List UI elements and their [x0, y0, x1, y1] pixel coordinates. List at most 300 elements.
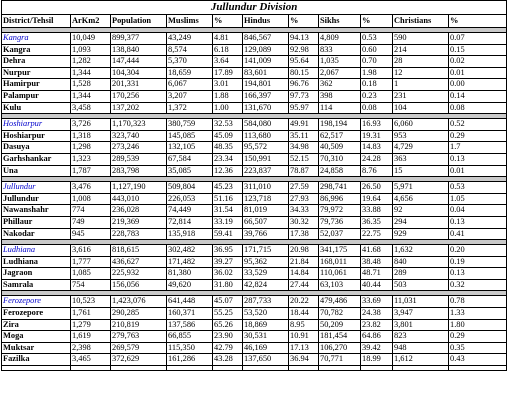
district-name-cell[interactable]: Ferozepore — [2, 296, 71, 308]
district-value-cell[interactable]: 6,060 — [393, 119, 449, 131]
column-header[interactable]: % — [449, 15, 507, 28]
empty-cell[interactable] — [2, 366, 71, 371]
data-cell[interactable]: 6.18 — [213, 44, 243, 56]
data-cell[interactable]: 39,766 — [243, 228, 289, 240]
data-cell[interactable]: 443,010 — [111, 193, 167, 205]
data-cell[interactable]: 17.38 — [289, 228, 319, 240]
data-cell[interactable]: 79,972 — [319, 205, 361, 217]
tehsil-name-cell[interactable]: Kangra — [2, 44, 71, 56]
district-value-cell[interactable]: 10,523 — [71, 296, 111, 308]
district-value-cell[interactable]: 641,448 — [167, 296, 213, 308]
district-value-cell[interactable]: 0.52 — [449, 119, 507, 131]
data-cell[interactable]: 39.42 — [361, 342, 393, 354]
district-value-cell[interactable]: 36.95 — [213, 245, 243, 257]
data-cell[interactable]: 4,729 — [393, 142, 449, 154]
data-cell[interactable]: 46,169 — [243, 342, 289, 354]
tehsil-name-cell[interactable]: Samrala — [2, 279, 71, 291]
data-cell[interactable]: 0.15 — [449, 44, 507, 56]
data-cell[interactable]: 323,740 — [111, 130, 167, 142]
data-cell[interactable]: 210,819 — [111, 319, 167, 331]
data-cell[interactable]: 0.41 — [449, 228, 507, 240]
data-cell[interactable]: 289 — [393, 268, 449, 280]
data-cell[interactable]: 754 — [71, 279, 111, 291]
data-cell[interactable]: 156,056 — [111, 279, 167, 291]
data-cell[interactable]: 66,855 — [167, 331, 213, 343]
data-cell[interactable]: 1,528 — [71, 79, 111, 91]
data-cell[interactable]: 1,008 — [71, 193, 111, 205]
data-cell[interactable]: 948 — [393, 342, 449, 354]
data-cell[interactable]: 95.64 — [289, 56, 319, 68]
data-cell[interactable]: 160,371 — [167, 308, 213, 320]
data-cell[interactable]: 6,067 — [167, 79, 213, 91]
data-cell[interactable]: 1.98 — [361, 67, 393, 79]
data-cell[interactable]: 953 — [393, 130, 449, 142]
tehsil-name-cell[interactable]: Nakodar — [2, 228, 71, 240]
data-cell[interactable]: 0.60 — [361, 44, 393, 56]
data-cell[interactable]: 1.00 — [213, 102, 243, 114]
data-cell[interactable]: 1,787 — [71, 165, 111, 177]
data-cell[interactable]: 141,009 — [243, 56, 289, 68]
district-value-cell[interactable]: 49.91 — [289, 119, 319, 131]
district-value-cell[interactable]: 590 — [393, 33, 449, 45]
data-cell[interactable]: 96.76 — [289, 79, 319, 91]
data-cell[interactable]: 95.97 — [289, 102, 319, 114]
data-cell[interactable]: 8,574 — [167, 44, 213, 56]
district-value-cell[interactable]: 27.59 — [289, 182, 319, 194]
data-cell[interactable]: 1,093 — [71, 44, 111, 56]
data-cell[interactable]: 65.26 — [213, 319, 243, 331]
tehsil-name-cell[interactable]: Moga — [2, 331, 71, 343]
district-value-cell[interactable]: 198,194 — [319, 119, 361, 131]
data-cell[interactable]: 3,947 — [393, 308, 449, 320]
data-cell[interactable]: 1,035 — [319, 56, 361, 68]
data-cell[interactable]: 83,601 — [243, 67, 289, 79]
data-cell[interactable]: 27.44 — [289, 279, 319, 291]
column-header[interactable]: % — [213, 15, 243, 28]
district-value-cell[interactable]: 846,567 — [243, 33, 289, 45]
column-header[interactable]: % — [289, 15, 319, 28]
data-cell[interactable]: 1,282 — [71, 56, 111, 68]
data-cell[interactable]: 170,256 — [111, 90, 167, 102]
data-cell[interactable]: 18.99 — [361, 354, 393, 366]
data-cell[interactable]: 79,736 — [319, 216, 361, 228]
district-value-cell[interactable]: 584,080 — [243, 119, 289, 131]
data-cell[interactable]: 8.76 — [361, 165, 393, 177]
data-cell[interactable]: 945 — [71, 228, 111, 240]
data-cell[interactable]: 36.35 — [361, 216, 393, 228]
data-cell[interactable]: 236,028 — [111, 205, 167, 217]
district-value-cell[interactable]: 3,616 — [71, 245, 111, 257]
district-value-cell[interactable]: 818,615 — [111, 245, 167, 257]
data-cell[interactable]: 39.27 — [213, 256, 243, 268]
data-cell[interactable]: 1.05 — [449, 193, 507, 205]
data-cell[interactable]: 74,449 — [167, 205, 213, 217]
district-value-cell[interactable]: 94.13 — [289, 33, 319, 45]
column-header[interactable]: Hindus — [243, 15, 289, 28]
data-cell[interactable]: 18,869 — [243, 319, 289, 331]
data-cell[interactable]: 1,344 — [71, 67, 111, 79]
empty-cell[interactable] — [167, 366, 213, 371]
data-cell[interactable]: 12.36 — [213, 165, 243, 177]
district-value-cell[interactable]: 45.23 — [213, 182, 243, 194]
data-cell[interactable]: 92 — [393, 205, 449, 217]
data-cell[interactable]: 0.29 — [449, 130, 507, 142]
data-cell[interactable]: 24.38 — [361, 308, 393, 320]
data-cell[interactable]: 137,650 — [243, 354, 289, 366]
district-value-cell[interactable]: 509,804 — [167, 182, 213, 194]
data-cell[interactable]: 289,539 — [111, 153, 167, 165]
district-value-cell[interactable]: 3,726 — [71, 119, 111, 131]
data-cell[interactable]: 294 — [393, 216, 449, 228]
tehsil-name-cell[interactable]: Garhshankar — [2, 153, 71, 165]
data-cell[interactable]: 0.13 — [449, 153, 507, 165]
data-cell[interactable]: 48.35 — [213, 142, 243, 154]
district-value-cell[interactable]: 41.68 — [361, 245, 393, 257]
district-value-cell[interactable]: 16.93 — [361, 119, 393, 131]
data-cell[interactable]: 0.13 — [449, 268, 507, 280]
data-cell[interactable]: 81,380 — [167, 268, 213, 280]
data-cell[interactable]: 3.64 — [213, 56, 243, 68]
data-cell[interactable]: 34.33 — [289, 205, 319, 217]
empty-cell[interactable] — [289, 366, 319, 371]
data-cell[interactable]: 774 — [71, 205, 111, 217]
data-cell[interactable]: 23.34 — [213, 153, 243, 165]
data-cell[interactable]: 1,619 — [71, 331, 111, 343]
data-cell[interactable]: 104 — [393, 102, 449, 114]
data-cell[interactable]: 147,444 — [111, 56, 167, 68]
data-cell[interactable]: 21.84 — [289, 256, 319, 268]
data-cell[interactable]: 1,323 — [71, 153, 111, 165]
tehsil-name-cell[interactable]: Hoshiarpur — [2, 130, 71, 142]
data-cell[interactable]: 1,279 — [71, 319, 111, 331]
data-cell[interactable]: 70,771 — [319, 354, 361, 366]
data-cell[interactable]: 40.44 — [361, 279, 393, 291]
district-name-cell[interactable]: Ludhiana — [2, 245, 71, 257]
district-value-cell[interactable]: 479,486 — [319, 296, 361, 308]
data-cell[interactable]: 166,397 — [243, 90, 289, 102]
data-cell[interactable]: 145,085 — [167, 130, 213, 142]
district-value-cell[interactable]: 380,759 — [167, 119, 213, 131]
data-cell[interactable]: 131,670 — [243, 102, 289, 114]
data-cell[interactable]: 219,369 — [111, 216, 167, 228]
district-value-cell[interactable]: 1,632 — [393, 245, 449, 257]
data-cell[interactable]: 138,840 — [111, 44, 167, 56]
district-value-cell[interactable]: 11,031 — [393, 296, 449, 308]
data-cell[interactable]: 150,991 — [243, 153, 289, 165]
tehsil-name-cell[interactable]: Una — [2, 165, 71, 177]
data-cell[interactable]: 0.00 — [449, 79, 507, 91]
data-cell[interactable]: 436,627 — [111, 256, 167, 268]
data-cell[interactable]: 1,318 — [71, 130, 111, 142]
data-cell[interactable]: 30,531 — [243, 331, 289, 343]
data-cell[interactable]: 749 — [71, 216, 111, 228]
data-cell[interactable]: 1,344 — [71, 90, 111, 102]
data-cell[interactable]: 1,372 — [167, 102, 213, 114]
data-cell[interactable]: 63,103 — [319, 279, 361, 291]
data-cell[interactable]: 0.29 — [449, 331, 507, 343]
data-cell[interactable]: 106,270 — [319, 342, 361, 354]
district-value-cell[interactable]: 298,741 — [319, 182, 361, 194]
data-cell[interactable]: 38.48 — [361, 256, 393, 268]
data-cell[interactable]: 81,019 — [243, 205, 289, 217]
data-cell[interactable]: 17.13 — [289, 342, 319, 354]
data-cell[interactable]: 17.89 — [213, 67, 243, 79]
data-cell[interactable]: 5,370 — [167, 56, 213, 68]
tehsil-name-cell[interactable]: Phillaur — [2, 216, 71, 228]
data-cell[interactable]: 2,398 — [71, 342, 111, 354]
tehsil-name-cell[interactable]: Jullundur — [2, 193, 71, 205]
data-cell[interactable]: 290,285 — [111, 308, 167, 320]
data-cell[interactable]: 171,482 — [167, 256, 213, 268]
data-cell[interactable]: 18,659 — [167, 67, 213, 79]
data-cell[interactable]: 14.83 — [361, 142, 393, 154]
data-cell[interactable]: 3,465 — [71, 354, 111, 366]
data-cell[interactable]: 168,011 — [319, 256, 361, 268]
district-value-cell[interactable]: 1,423,076 — [111, 296, 167, 308]
column-header[interactable]: Population — [111, 15, 167, 28]
data-cell[interactable]: 1.88 — [213, 90, 243, 102]
data-cell[interactable]: 12 — [393, 67, 449, 79]
data-cell[interactable]: 362 — [319, 79, 361, 91]
data-cell[interactable]: 19.64 — [361, 193, 393, 205]
column-header[interactable]: ArKm2 — [71, 15, 111, 28]
data-cell[interactable]: 8.95 — [289, 319, 319, 331]
data-cell[interactable]: 67,584 — [167, 153, 213, 165]
data-cell[interactable]: 0.13 — [449, 216, 507, 228]
data-cell[interactable]: 45.09 — [213, 130, 243, 142]
data-cell[interactable]: 23.90 — [213, 331, 243, 343]
tehsil-name-cell[interactable]: Jagraon — [2, 268, 71, 280]
data-cell[interactable]: 0.01 — [449, 67, 507, 79]
data-cell[interactable]: 0.14 — [449, 90, 507, 102]
data-cell[interactable]: 95,362 — [243, 256, 289, 268]
data-cell[interactable]: 228,783 — [111, 228, 167, 240]
data-cell[interactable]: 36.02 — [213, 268, 243, 280]
data-cell[interactable]: 398 — [319, 90, 361, 102]
data-cell[interactable]: 201,331 — [111, 79, 167, 91]
data-cell[interactable]: 194,801 — [243, 79, 289, 91]
data-cell[interactable]: 48.71 — [361, 268, 393, 280]
tehsil-name-cell[interactable]: Zira — [2, 319, 71, 331]
tehsil-name-cell[interactable]: Palampur — [2, 90, 71, 102]
data-cell[interactable]: 225,932 — [111, 268, 167, 280]
data-cell[interactable]: 269,579 — [111, 342, 167, 354]
data-cell[interactable]: 1,612 — [393, 354, 449, 366]
data-cell[interactable]: 36.94 — [289, 354, 319, 366]
data-cell[interactable]: 52,037 — [319, 228, 361, 240]
empty-cell[interactable] — [213, 366, 243, 371]
data-cell[interactable]: 1,085 — [71, 268, 111, 280]
tehsil-name-cell[interactable]: Ferozepore — [2, 308, 71, 320]
data-cell[interactable]: 49,620 — [167, 279, 213, 291]
data-cell[interactable]: 1.80 — [449, 319, 507, 331]
data-cell[interactable]: 31.54 — [213, 205, 243, 217]
column-header[interactable]: % — [361, 15, 393, 28]
district-value-cell[interactable]: 1,170,323 — [111, 119, 167, 131]
district-value-cell[interactable]: 32.53 — [213, 119, 243, 131]
column-header[interactable]: Sikhs — [319, 15, 361, 28]
data-cell[interactable]: 363 — [393, 153, 449, 165]
data-cell[interactable]: 24.28 — [361, 153, 393, 165]
data-cell[interactable]: 31.80 — [213, 279, 243, 291]
district-value-cell[interactable]: 5,971 — [393, 182, 449, 194]
data-cell[interactable]: 72,814 — [167, 216, 213, 228]
data-cell[interactable]: 0.23 — [361, 90, 393, 102]
data-cell[interactable]: 0.08 — [361, 102, 393, 114]
data-cell[interactable]: 42.79 — [213, 342, 243, 354]
data-cell[interactable]: 1.7 — [449, 142, 507, 154]
data-cell[interactable]: 3,207 — [167, 90, 213, 102]
data-cell[interactable]: 51.16 — [213, 193, 243, 205]
data-cell[interactable]: 115,350 — [167, 342, 213, 354]
data-cell[interactable]: 64.86 — [361, 331, 393, 343]
data-cell[interactable]: 23.82 — [361, 319, 393, 331]
data-cell[interactable]: 35,085 — [167, 165, 213, 177]
data-cell[interactable]: 14.84 — [289, 268, 319, 280]
data-cell[interactable]: 3,801 — [393, 319, 449, 331]
empty-cell[interactable] — [111, 366, 167, 371]
column-header[interactable]: District/Tehsil — [2, 15, 71, 28]
data-cell[interactable]: 110,061 — [319, 268, 361, 280]
data-cell[interactable]: 22.75 — [361, 228, 393, 240]
empty-cell[interactable] — [319, 366, 361, 371]
data-cell[interactable]: 4,656 — [393, 193, 449, 205]
district-value-cell[interactable]: 171,715 — [243, 245, 289, 257]
data-cell[interactable]: 0.35 — [449, 342, 507, 354]
data-cell[interactable]: 53,520 — [243, 308, 289, 320]
data-cell[interactable]: 33,529 — [243, 268, 289, 280]
data-cell[interactable]: 1,761 — [71, 308, 111, 320]
data-cell[interactable]: 0.32 — [449, 279, 507, 291]
district-value-cell[interactable]: 3,476 — [71, 182, 111, 194]
data-cell[interactable]: 113,680 — [243, 130, 289, 142]
data-cell[interactable]: 33.19 — [213, 216, 243, 228]
district-value-cell[interactable]: 45.07 — [213, 296, 243, 308]
data-cell[interactable]: 840 — [393, 256, 449, 268]
data-cell[interactable]: 3,458 — [71, 102, 111, 114]
data-cell[interactable]: 62,517 — [319, 130, 361, 142]
empty-cell[interactable] — [393, 366, 449, 371]
data-cell[interactable]: 0.19 — [449, 256, 507, 268]
district-value-cell[interactable]: 10,049 — [71, 33, 111, 45]
empty-cell[interactable] — [243, 366, 289, 371]
district-value-cell[interactable]: 341,175 — [319, 245, 361, 257]
data-cell[interactable]: 0.18 — [361, 79, 393, 91]
data-cell[interactable]: 1,777 — [71, 256, 111, 268]
district-value-cell[interactable]: 1,127,190 — [111, 182, 167, 194]
district-value-cell[interactable]: 311,010 — [243, 182, 289, 194]
data-cell[interactable]: 3.01 — [213, 79, 243, 91]
data-cell[interactable]: 42,824 — [243, 279, 289, 291]
data-cell[interactable]: 15 — [393, 165, 449, 177]
column-header[interactable]: Christians — [393, 15, 449, 28]
district-name-cell[interactable]: Hoshiarpur — [2, 119, 71, 131]
tehsil-name-cell[interactable]: Kulu — [2, 102, 71, 114]
district-value-cell[interactable]: 26.50 — [361, 182, 393, 194]
data-cell[interactable]: 59.41 — [213, 228, 243, 240]
data-cell[interactable]: 114 — [319, 102, 361, 114]
data-cell[interactable]: 95,572 — [243, 142, 289, 154]
data-cell[interactable]: 30.32 — [289, 216, 319, 228]
data-cell[interactable]: 132,105 — [167, 142, 213, 154]
data-cell[interactable]: 92.98 — [289, 44, 319, 56]
data-cell[interactable]: 40,509 — [319, 142, 361, 154]
district-value-cell[interactable]: 287,733 — [243, 296, 289, 308]
district-value-cell[interactable]: 0.53 — [361, 33, 393, 45]
data-cell[interactable]: 279,763 — [111, 331, 167, 343]
data-cell[interactable]: 43.28 — [213, 354, 243, 366]
data-cell[interactable]: 0.01 — [449, 165, 507, 177]
district-value-cell[interactable]: 4.81 — [213, 33, 243, 45]
data-cell[interactable]: 223,837 — [243, 165, 289, 177]
data-cell[interactable]: 19.31 — [361, 130, 393, 142]
data-cell[interactable]: 273,246 — [111, 142, 167, 154]
data-cell[interactable]: 104,304 — [111, 67, 167, 79]
empty-cell[interactable] — [71, 366, 111, 371]
tehsil-name-cell[interactable]: Nurpur — [2, 67, 71, 79]
tehsil-name-cell[interactable]: Hamirpur — [2, 79, 71, 91]
data-cell[interactable]: 70,782 — [319, 308, 361, 320]
data-cell[interactable]: 137,202 — [111, 102, 167, 114]
data-cell[interactable]: 18.44 — [289, 308, 319, 320]
district-value-cell[interactable]: 33.69 — [361, 296, 393, 308]
data-cell[interactable]: 129,089 — [243, 44, 289, 56]
district-value-cell[interactable]: 0.20 — [449, 245, 507, 257]
data-cell[interactable]: 86,996 — [319, 193, 361, 205]
data-cell[interactable]: 97.73 — [289, 90, 319, 102]
district-name-cell[interactable]: Jullundur — [2, 182, 71, 194]
data-cell[interactable]: 929 — [393, 228, 449, 240]
district-value-cell[interactable]: 0.53 — [449, 182, 507, 194]
column-header[interactable]: Muslims — [167, 15, 213, 28]
data-cell[interactable]: 0.02 — [449, 56, 507, 68]
empty-cell[interactable] — [361, 366, 393, 371]
empty-cell[interactable] — [449, 366, 507, 371]
district-value-cell[interactable]: 4,809 — [319, 33, 361, 45]
data-cell[interactable]: 50,209 — [319, 319, 361, 331]
data-cell[interactable]: 283,798 — [111, 165, 167, 177]
data-cell[interactable]: 503 — [393, 279, 449, 291]
data-cell[interactable]: 214 — [393, 44, 449, 56]
data-cell[interactable]: 231 — [393, 90, 449, 102]
data-cell[interactable]: 0.43 — [449, 354, 507, 366]
data-cell[interactable]: 28 — [393, 56, 449, 68]
data-cell[interactable]: 2,067 — [319, 67, 361, 79]
data-cell[interactable]: 181,454 — [319, 331, 361, 343]
data-cell[interactable]: 0.04 — [449, 205, 507, 217]
data-cell[interactable]: 0.70 — [361, 56, 393, 68]
data-cell[interactable]: 78.87 — [289, 165, 319, 177]
tehsil-name-cell[interactable]: Nawanshahr — [2, 205, 71, 217]
tehsil-name-cell[interactable]: Fazilka — [2, 354, 71, 366]
data-cell[interactable]: 1.33 — [449, 308, 507, 320]
data-cell[interactable]: 135,918 — [167, 228, 213, 240]
data-cell[interactable]: 70,310 — [319, 153, 361, 165]
district-value-cell[interactable]: 0.07 — [449, 33, 507, 45]
data-cell[interactable]: 137,586 — [167, 319, 213, 331]
data-cell[interactable]: 226,053 — [167, 193, 213, 205]
data-cell[interactable]: 823 — [393, 331, 449, 343]
data-cell[interactable]: 66,507 — [243, 216, 289, 228]
tehsil-name-cell[interactable]: Dasuya — [2, 142, 71, 154]
data-cell[interactable]: 372,629 — [111, 354, 167, 366]
data-cell[interactable]: 1 — [393, 79, 449, 91]
district-value-cell[interactable]: 0.78 — [449, 296, 507, 308]
data-cell[interactable]: 10.91 — [289, 331, 319, 343]
data-cell[interactable]: 161,286 — [167, 354, 213, 366]
tehsil-name-cell[interactable]: Muktsar — [2, 342, 71, 354]
district-value-cell[interactable]: 302,482 — [167, 245, 213, 257]
